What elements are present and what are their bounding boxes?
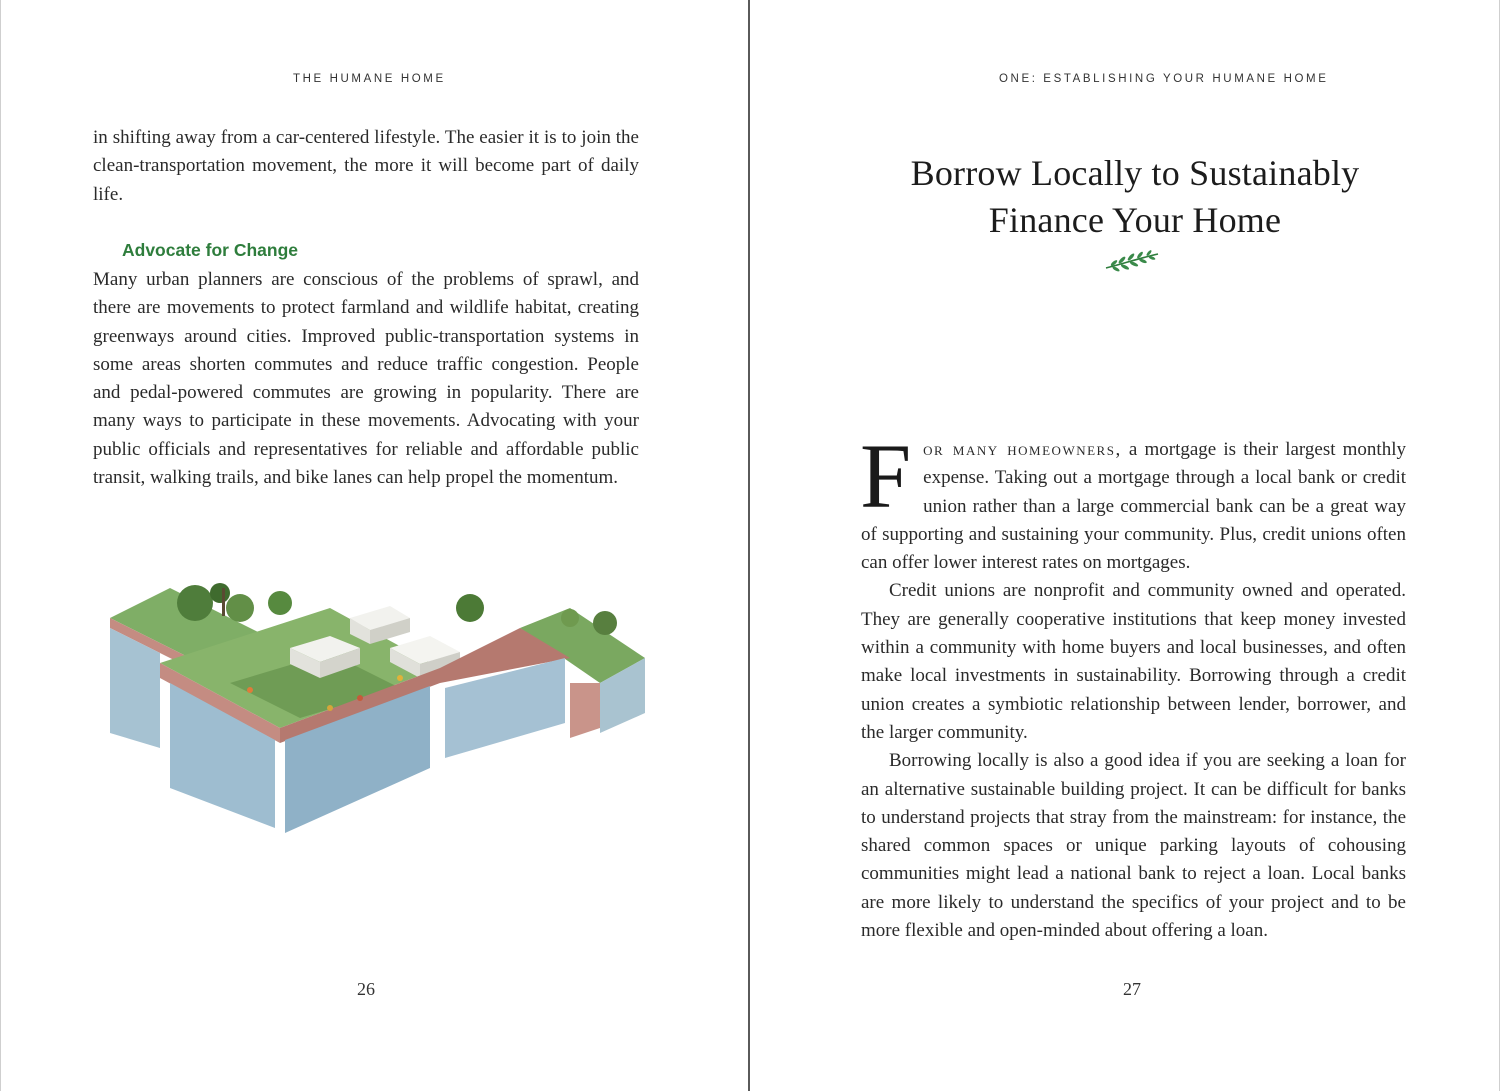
paragraph: Credit unions are nonprofit and community owned and operated. They are generally cooperative institutions that keep money invested within a community with home buyers and local businesses, and often make local investments in sustainability. Borrowing through a credit union creates a symbiotic relationship between lender, borrower, and the larger community. [861, 580, 1406, 743]
left-page [0, 0, 748, 1091]
section-title [845, 150, 1425, 244]
section-title-line-2: Finance Your Home [988, 200, 1282, 241]
paragraph: Borrowing locally is also a good idea if you are seeking a loan for an alternative sustainable building project. It can be difficult for banks to understand projects that stray from the mainstream: for instance, the shared common spaces or unique parking layouts of cohousing communities might lead a national bank to reject a loan. Local banks are more likely to understand the specifics of your project and to be more flexible and open-minded about offering a loan. [861, 750, 1406, 942]
drop-cap: F [860, 425, 912, 527]
section-subhead: Advocate for Change [122, 240, 298, 260]
page-number-right: 27 [1123, 979, 1141, 999]
paragraph: Many urban planners are conscious of the problems of sprawl, and there are movements to protect farmland and wildlife habitat, creating greenways around cities. Improved public-transportation systems in some areas shorten commutes and reduce traffic congestion. People and pedal-powered commutes are growing in popularity. There are many ways to participate in these movements. Advocating with your public officials and representatives for reliable and affordable public transit, walking trails, and bike lanes can help propel the momentum. [93, 269, 639, 489]
right-page [750, 0, 1500, 1091]
page-number-left: 26 [357, 979, 375, 999]
lead-in-smallcaps: or many homeowners, [923, 439, 1122, 460]
paragraph: in shifting away from a car-centered lifestyle. The easier it is to join the clean-transportation movement, the more it will become part of daily life. [93, 127, 639, 205]
running-head-right: ONE: ESTABLISHING YOUR HUMANE HOME [999, 73, 1329, 85]
paragraph-text: a mortgage is their largest monthly expense. Taking out a mortgage through a local bank or credit union rather than a large commercial bank can be a great way of supporting and sustaining your community. Plus, credit unions often can offer lower interest rates on mortgages. [861, 439, 1406, 574]
left-body-text-2 [93, 266, 639, 492]
right-body-text [860, 425, 1406, 945]
left-body-text [93, 124, 639, 209]
fern-leaf-icon [1102, 246, 1162, 274]
rooftop-garden-illustration [100, 548, 660, 848]
running-head-left: THE HUMANE HOME [293, 73, 446, 85]
paragraph [860, 425, 1406, 577]
section-title-line-1: Borrow Locally to Sustainably [910, 153, 1360, 194]
